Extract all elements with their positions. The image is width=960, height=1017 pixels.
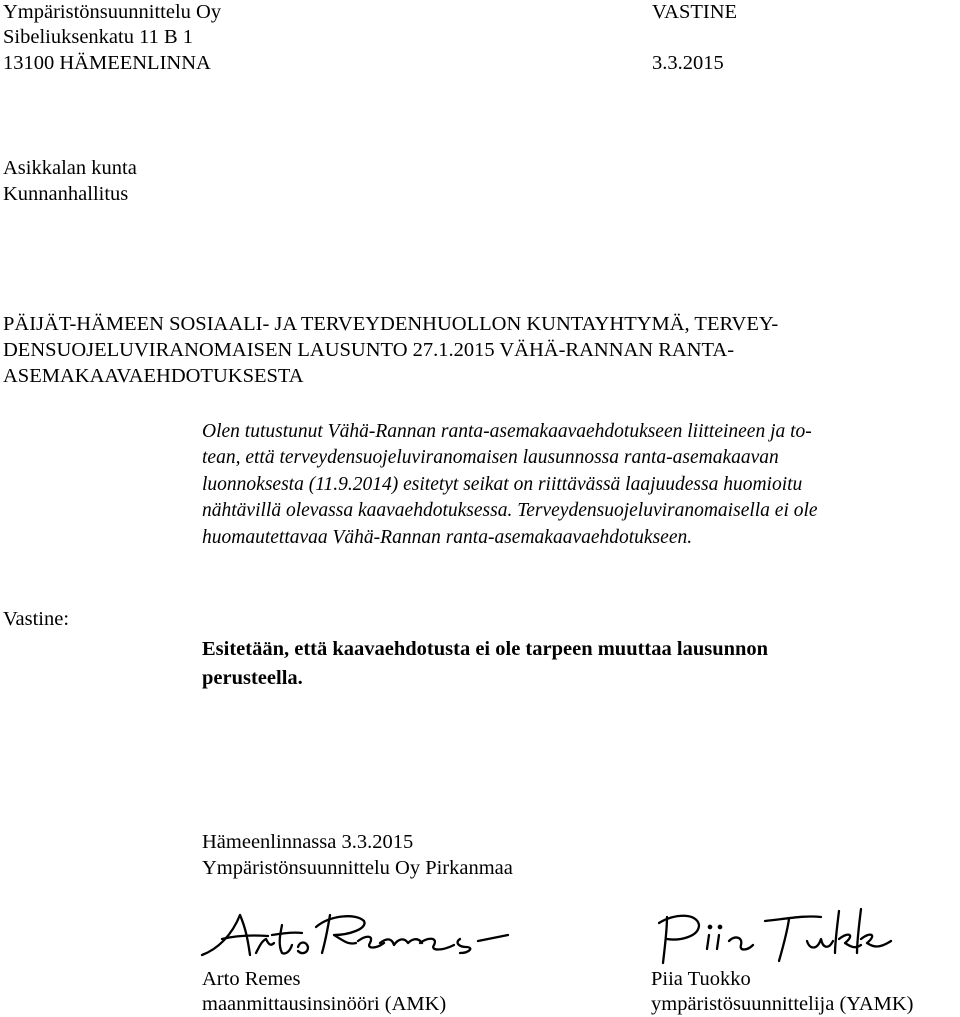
signature-arto-remes — [198, 905, 518, 967]
signatory-title-1: maanmittausinsinööri (AMK) — [202, 993, 447, 1015]
recipient-unit: Kunnanhallitus — [3, 183, 129, 205]
statement-line: tean, että terveydensuojeluviranomaisen lausunnossa ranta-asemakaavan — [202, 447, 779, 469]
statement-line: luonnoksesta (11.9.2014) esitetyt seikat on riittävässä laajuudessa huomioitu — [202, 473, 803, 495]
sender-company: Ympäristönsuunnittelu Oy — [3, 1, 222, 23]
closing-company: Ympäristönsuunnittelu Oy Pirkanmaa — [202, 857, 513, 879]
signatory-name-1: Arto Remes — [202, 968, 301, 990]
document-date: 3.3.2015 — [652, 52, 724, 74]
signatory-name-2: Piia Tuokko — [651, 968, 751, 990]
statement-line: nähtävillä olevassa kaavaehdotuksessa. Terveydensuojeluviranomaisella ei ole — [202, 500, 818, 522]
statement-paragraph — [202, 419, 958, 551]
response-label: Vastine: — [3, 608, 70, 630]
response-line-1: Esitetään, että kaavaehdotusta ei ole tarpeen muuttaa lausunnon — [202, 638, 769, 660]
closing-place-date: Hämeenlinnassa 3.3.2015 — [202, 831, 414, 853]
statement-line: Olen tutustunut Vähä-Rannan ranta-asemakaavaehdotukseen liitteineen ja to- — [202, 421, 812, 442]
subject-line-2: DENSUOJELUVIRANOMAISEN LAUSUNTO 27.1.2015 VÄHÄ-RANNAN RANTA- — [3, 339, 735, 361]
statement-line: huomautettavaa Vähä-Rannan ranta-asemakaavaehdotukseen. — [202, 526, 693, 548]
subject-line-1: PÄIJÄT-HÄMEEN SOSIAALI- JA TERVEYDENHUOLLON KUNTAYHTYMÄ, TERVEY- — [3, 313, 779, 335]
response-line-2: perusteella. — [202, 667, 303, 689]
subject-line-3: ASEMAKAAVAEHDOTUKSESTA — [3, 365, 304, 387]
signatory-title-2: ympäristösuunnittelija (YAMK) — [651, 993, 914, 1015]
document-type: VASTINE — [652, 1, 738, 23]
sender-postal-address: 13100 HÄMEENLINNA — [3, 52, 211, 74]
recipient-org: Asikkalan kunta — [3, 157, 137, 179]
sender-street: Sibeliuksenkatu 11 B 1 — [3, 26, 193, 48]
signature-piia-tuokko — [655, 905, 905, 967]
